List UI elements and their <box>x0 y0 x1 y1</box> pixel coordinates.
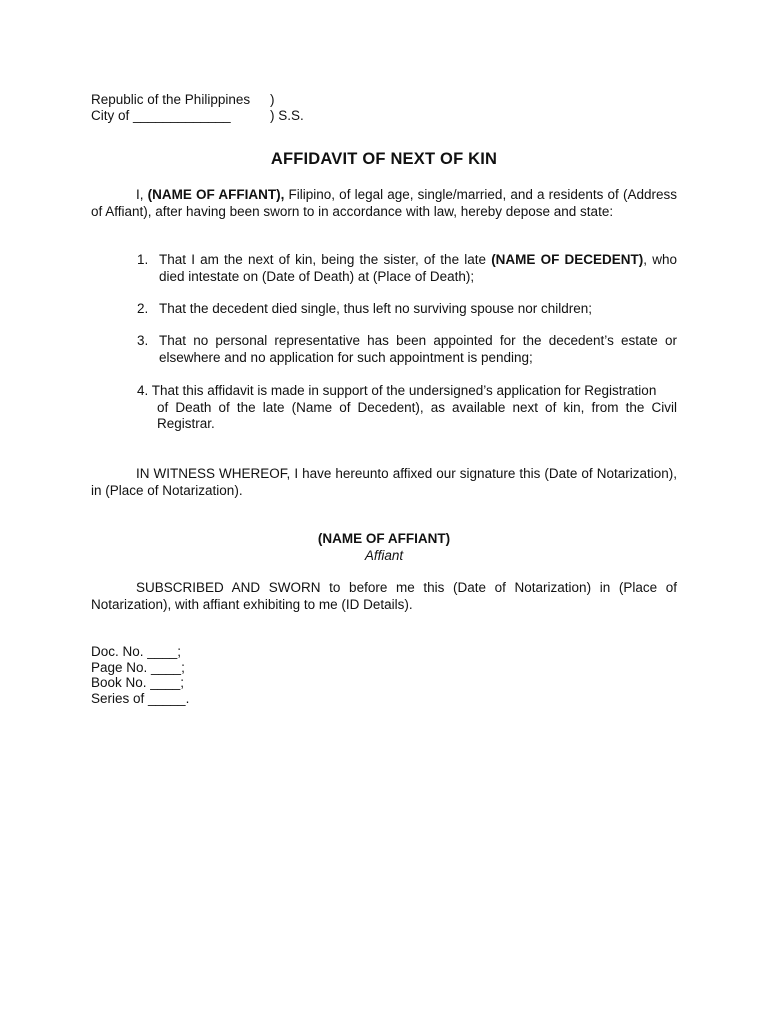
doc-no: Doc. No. ____; <box>91 644 182 659</box>
item-number: 1. <box>137 252 149 267</box>
jurat-paragraph <box>91 579 677 613</box>
venue-ss: ) S.S. <box>270 108 304 123</box>
item-4-rest: of Death of the late (Name of Decedent), as available next of kin, from the Civil Registrar. <box>157 399 677 431</box>
affiant-name-placeholder: (NAME OF AFFIANT), <box>147 187 285 202</box>
notarial-register <box>91 644 189 706</box>
item-1-post: , who died intestate on (Date of Death) at (Place of Death); <box>159 252 677 284</box>
item-number: 2. <box>137 301 149 316</box>
item-2-text: That the decedent died single, thus left no surviving spouse nor children; <box>159 301 593 316</box>
jurat-text: SUBSCRIBED AND SWORN to before me this (Date of Notarization) in (Place of Notarization), with affiant exhibiting to me (ID Details). <box>91 580 677 612</box>
list-item-4 <box>137 383 677 433</box>
item-3-text: That no personal representative has been appointed for the decedent’s estate or elsewhere and no application for such appointment is pending; <box>159 333 677 365</box>
item-1-pre: That I am the next of kin, being the sister, of the late <box>159 252 492 267</box>
venue-city: City of _____________ <box>91 108 231 123</box>
item-4-first-line: That this affidavit is made in support of the undersigned’s application for Registration <box>151 383 657 398</box>
book-no: Book No. ____; <box>91 675 185 690</box>
list-item-3 <box>137 333 677 366</box>
decedent-name-placeholder: (NAME OF DECEDENT) <box>491 252 644 267</box>
document-title: AFFIDAVIT OF NEXT OF KIN <box>270 150 498 168</box>
signature-block <box>0 530 768 564</box>
series-of: Series of _____. <box>91 690 190 706</box>
list-item-1 <box>137 252 677 285</box>
witness-paragraph <box>91 465 677 499</box>
venue-paren: ) <box>270 92 275 107</box>
signatory-name: (NAME OF AFFIANT) <box>317 531 451 546</box>
list-item-2 <box>137 301 677 318</box>
item-number: 3. <box>137 333 149 348</box>
item-number: 4. <box>137 383 149 398</box>
intro-rest: Filipino, of legal age, single/married, and a residents of (Address of Affiant), after having been sworn to in accordance with law, hereby depose and state: <box>91 187 677 219</box>
page-no: Page No. ____; <box>91 659 185 675</box>
intro-pre: I, <box>136 187 148 202</box>
witness-text: IN WITNESS WHEREOF, I have hereunto affixed our signature this (Date of Notarization), in (Place of Notarization). <box>91 466 677 498</box>
signatory-role: Affiant <box>364 548 404 563</box>
intro-paragraph <box>91 186 677 220</box>
venue-block <box>91 92 304 124</box>
venue-country: Republic of the Philippines <box>91 92 251 107</box>
